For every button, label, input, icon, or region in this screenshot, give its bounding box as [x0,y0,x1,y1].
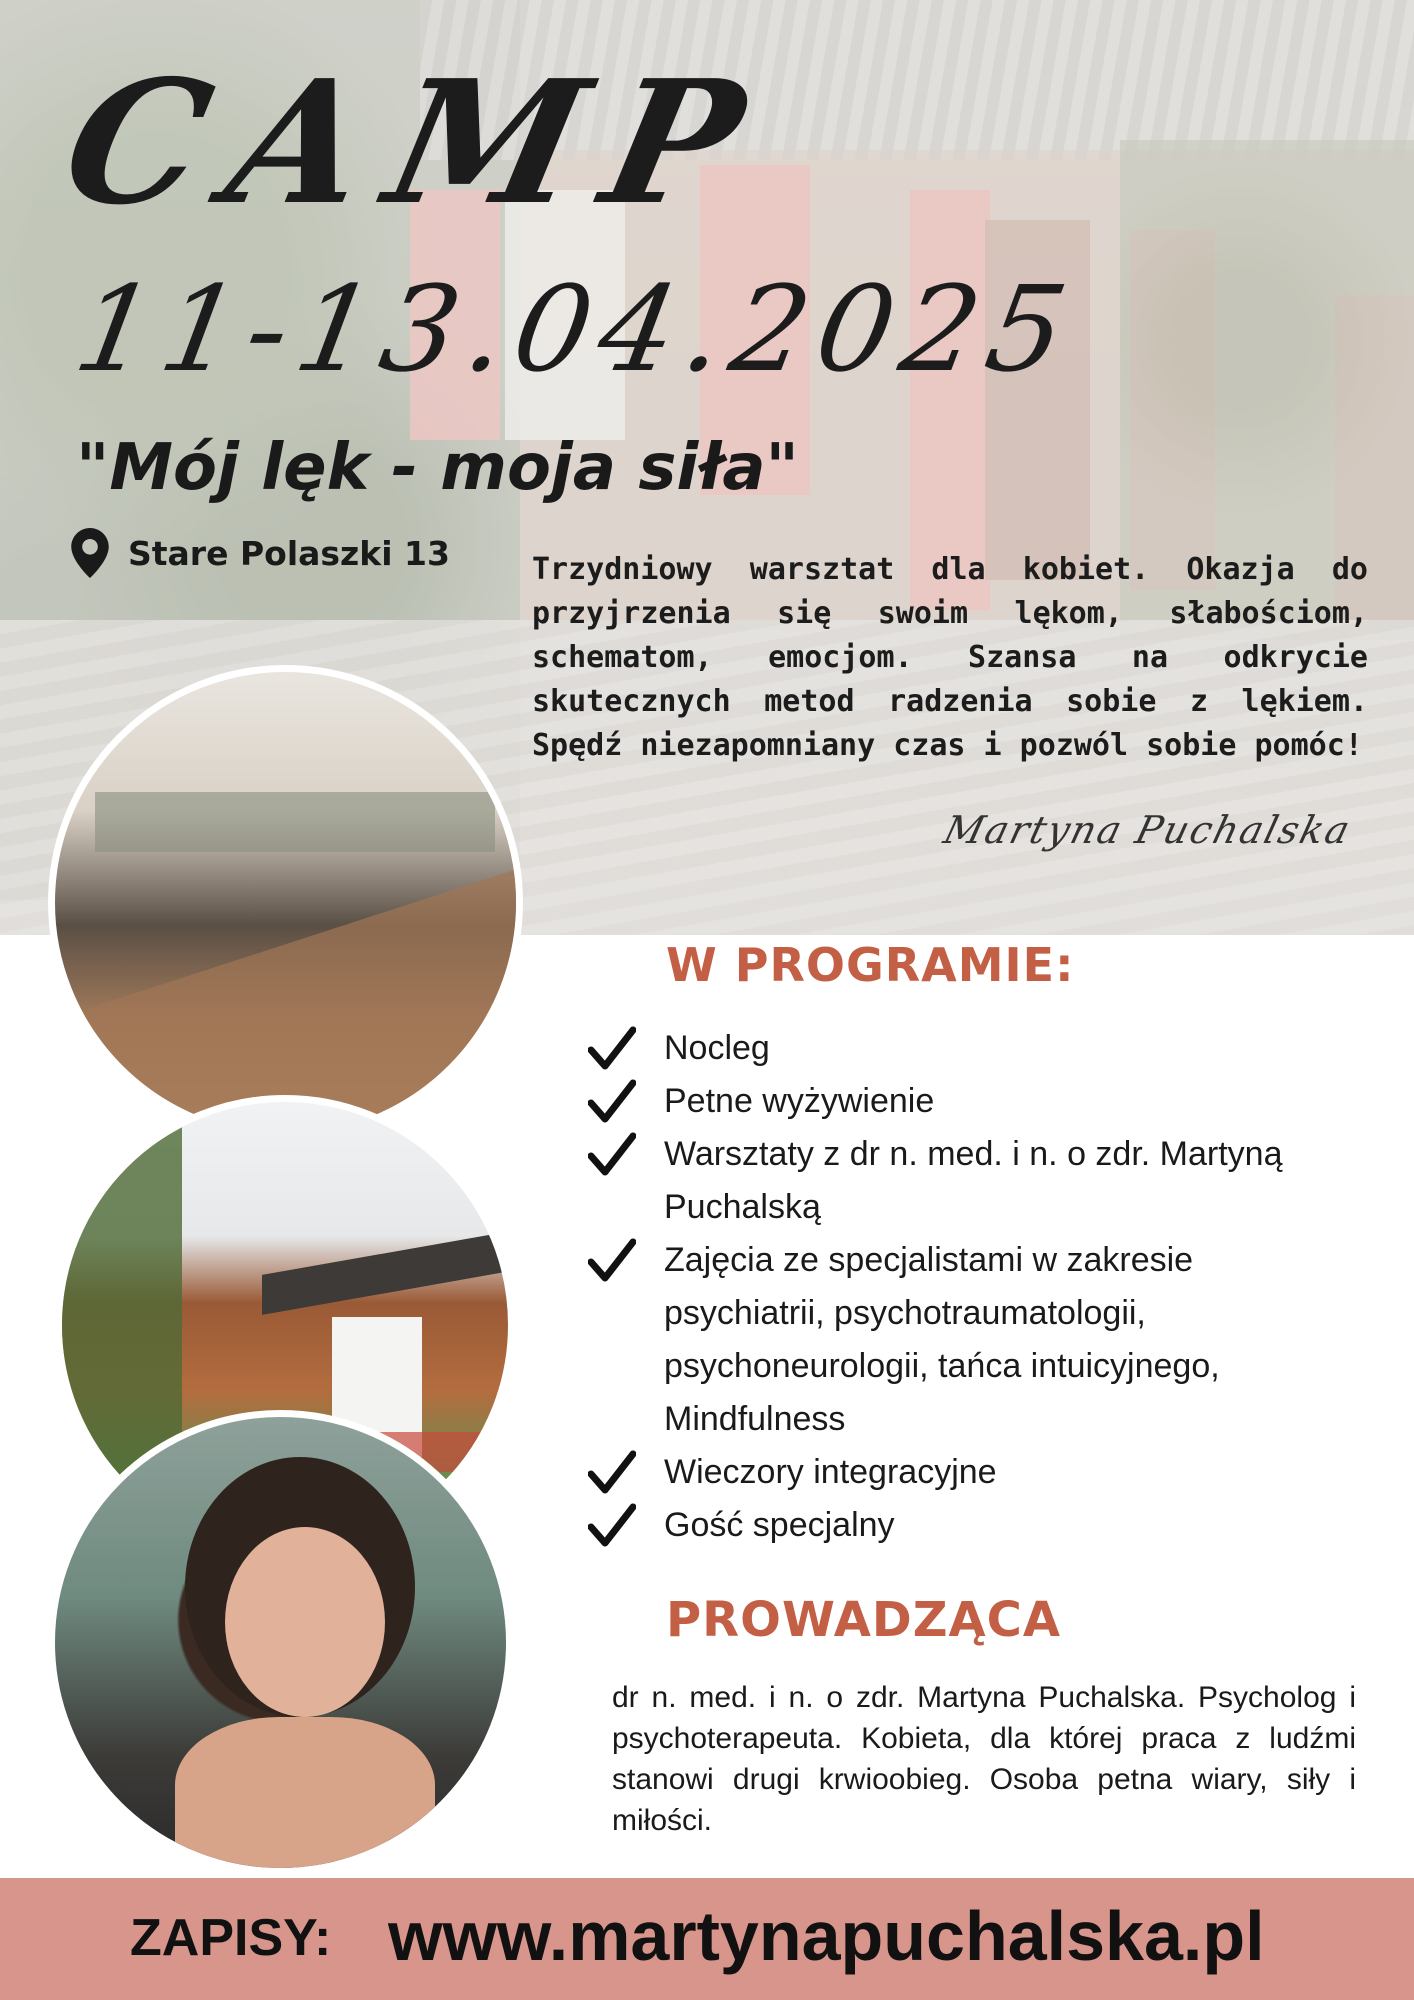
check-icon [588,1132,636,1178]
signup-label: ZAPISY: [130,1909,332,1967]
workshop-room-photo [48,665,523,1140]
event-motto: "Mój lęk - moja siła" [76,431,799,505]
signature: Martyna Puchalska [939,808,1356,852]
list-item: Zajęcia ze specjalistami w zakresie psychiatrii, psychotraumatologii, psychoneurologii, tańca intuicyjnego, Mindfulness [588,1234,1348,1446]
camp-title: CAMP [48,43,787,243]
signup-url[interactable]: www.martynapuchalska.pl [388,1897,1265,1975]
portrait-photo [48,1410,513,1875]
check-icon [588,1079,636,1125]
list-item: Warsztaty z dr n. med. i n. o zdr. Martyną Puchalską [588,1128,1348,1234]
location-text: Stare Polaszki 13 [128,533,450,573]
signup-footer [0,1878,1414,2000]
check-icon [588,1026,636,1072]
leader-bio: dr n. med. i n. o zdr. Martyna Puchalska. Psycholog i psychoterapeuta. Kobieta, dla której praca z ludźmi stanowi drugi krwioobieg. Osoba petna wiary, siły i miłości. [612,1681,1356,1837]
check-icon [588,1450,636,1496]
list-item: Nocleg [588,1022,1348,1075]
list-item: Gość specjalny [588,1499,1348,1552]
intro-text: Trzydniowy warsztat dla kobiet. Okazja do przyjrzenia się swoim lękom, słabościom, schematom, emocjom. Szansa na odkrycie skutecznych metod radzenia sobie z lękiem. Spędź niezapomniany czas i pozwól sobie pomóc! [532,552,1368,763]
check-icon [588,1503,636,1549]
list-item: Petne wyżywienie [588,1075,1348,1128]
check-icon [588,1238,636,1284]
map-pin-icon [70,528,110,578]
leader-heading: PROWADZĄCA [666,1592,1062,1648]
program-heading: W PROGRAMIE: [666,938,1075,992]
event-dates: 11-13.04.2025 [65,260,1086,398]
program-list [588,1022,1348,1552]
list-item: Wieczory integracyjne [588,1446,1348,1499]
location [70,528,450,578]
